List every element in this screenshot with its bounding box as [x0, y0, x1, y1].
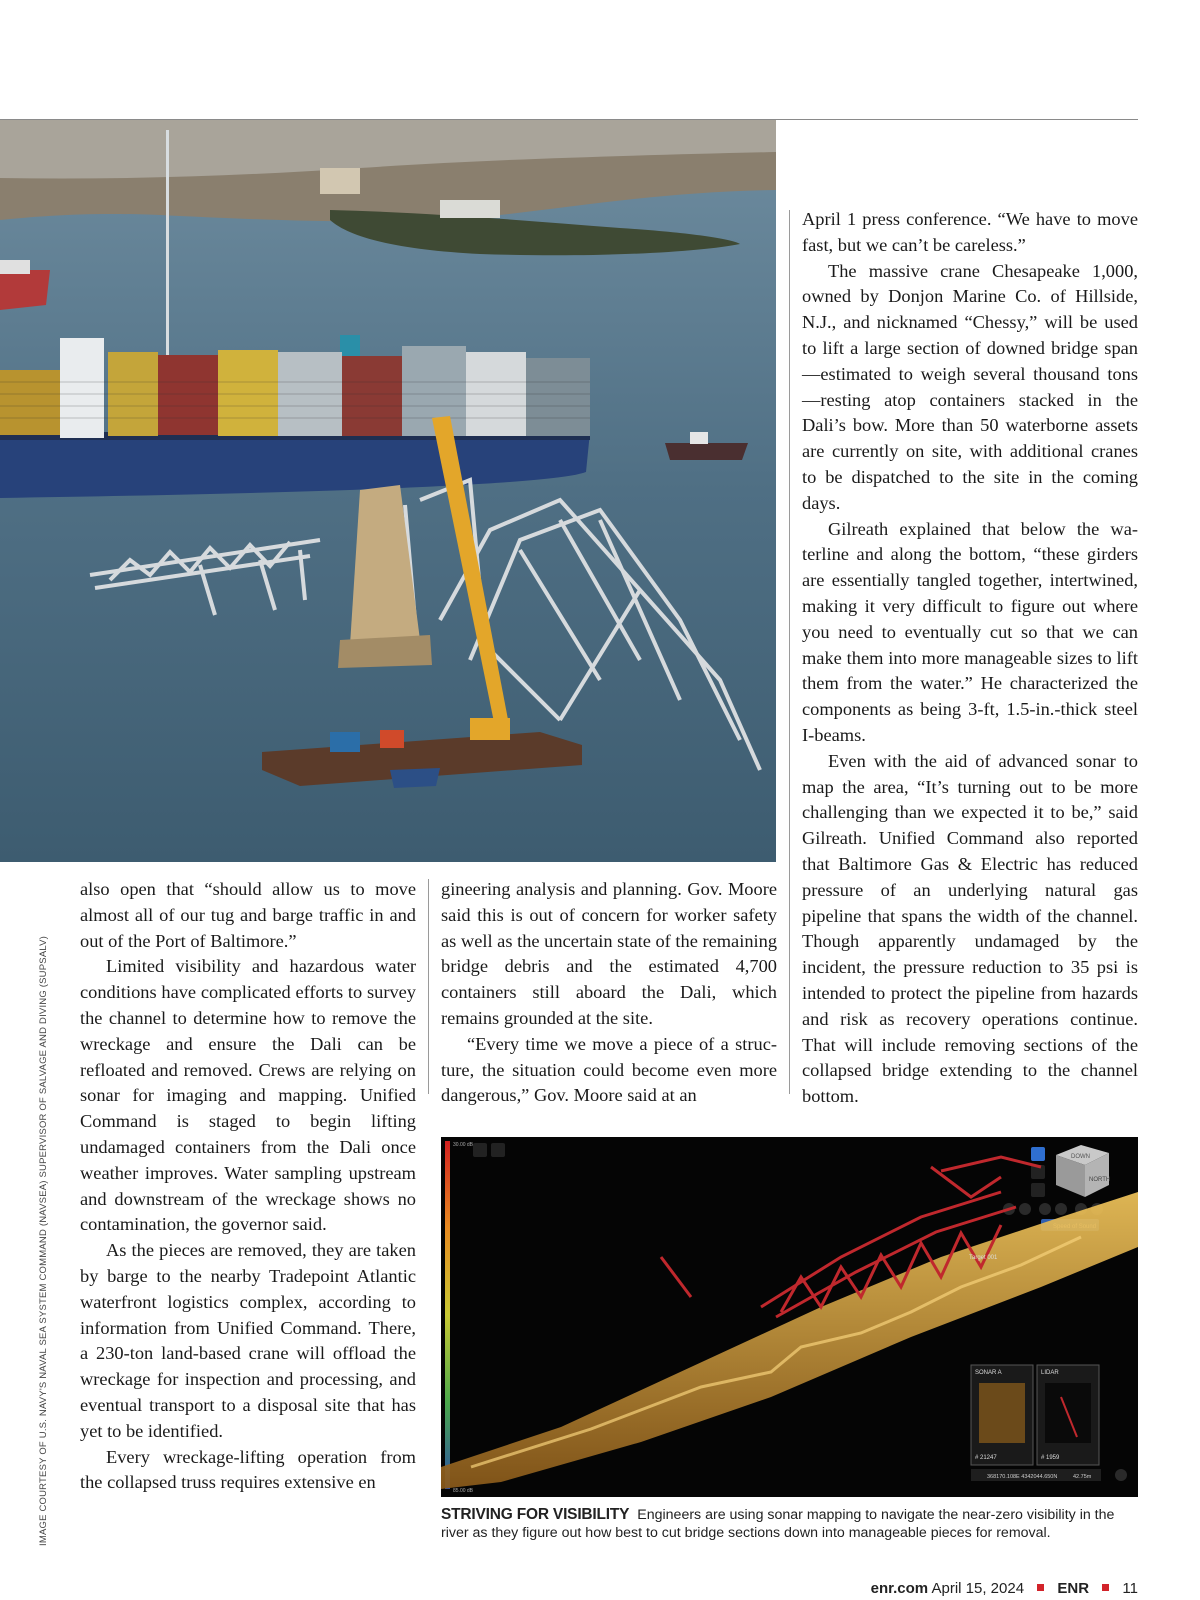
footer-brand: ENR [1057, 1580, 1090, 1597]
sonar-a-title: SONAR A [975, 1370, 1002, 1376]
select-tool-icon[interactable] [1031, 1147, 1045, 1161]
paragraph: also open that “should allow us to move almost all of our tug and barge traffic in and out of the Port of Baltimore.” [80, 879, 416, 951]
sonar-a-panel[interactable] [971, 1365, 1033, 1465]
eye-icon[interactable] [1115, 1469, 1127, 1481]
palette-icon[interactable] [491, 1143, 505, 1157]
sonar-image-caption [441, 1506, 1141, 1542]
lidar-panel[interactable] [1037, 1365, 1099, 1465]
paragraph: gineering analysis and planning. Gov. Moore said this is out of concern for worker safety as well as the uncertain state of the remaining bridge debris and the estimated 4,700 containers still aboard the Dali, which remains grounded at the site. [441, 879, 778, 1028]
paragraph: April 1 press conference. “We have to move fast, but we can’t be careless.” [802, 209, 1138, 255]
cube-view-icon[interactable] [473, 1143, 487, 1157]
sonar-map-image [441, 1137, 1138, 1497]
paragraph: Gilreath explained that below the waterline and along the bottom, “these girders are essentially tangled together, intertwined, making it very difficult to figure out where you need to eventually cut so that we can make them into more manageable sizes to lift them from the water.” He characterized the components as being 3-ft, 1.5-in.-thick steel I-beams. [802, 518, 1138, 745]
article-column-3 [802, 207, 1138, 1110]
scale-top-label: 30.00 dB [453, 1142, 474, 1148]
photo-credit: IMAGE COURTESY OF U.S. NAVY'S NAVAL SEA SYSTEM COMMAND (NAVSEA) SUPERVISOR OF SALVAGE AND DIVING (SUPSALV) [38, 935, 49, 1546]
coordinates-readout: 368170.108E 4342044.650N [987, 1474, 1058, 1480]
paragraph: “Every time we move a piece of a structure, the situation could become even more dangerous,” Gov. Moore said at an [441, 1033, 777, 1106]
view-icon[interactable] [1055, 1203, 1067, 1215]
paragraph: Limited visibility and hazardous water conditions have complicated efforts to survey the channel to determine how to remove the wreckage and ensure the Dali can be refloated and removed. Crews are relying on sonar for imaging and mapping. Unified Command is staged to begin lifting undamaged containers from the Dali once weather improves. Water sampling upstream and downstream of the wreckage shows no contamination, the governor said. [80, 956, 416, 1235]
lidar-count: # 1959 [1041, 1455, 1060, 1461]
caption-headline: STRIVING FOR VISIBILITY [441, 1506, 630, 1523]
caption-text: Engineers are using sonar mapping to navigate the near-zero visibility in the river as they figure out how best to cut bridge sections down into manageable pieces for removal. [441, 1507, 1115, 1541]
sonar-a-count: # 21247 [975, 1455, 997, 1461]
page-number: 11 [1122, 1580, 1138, 1597]
lidar-title: LIDAR [1041, 1370, 1059, 1376]
view-icon[interactable] [1019, 1203, 1031, 1215]
paragraph: The massive crane Chesapeake 1,000, owned by Donjon Marine Co. of Hillside, N.J., and nicknamed “Chessy,” will be used to lift a large section of downed bridge span—estimated to weigh several thousand tons—resting atop containers stacked in the Dali’s bow. More than 50 waterborne assets are currently on site, with additional cranes to be dispatched to the site in the coming days. [802, 260, 1138, 513]
footer-separator [1102, 1584, 1109, 1591]
range-readout: 42.75m [1073, 1474, 1092, 1480]
target-label: Target 001 [969, 1255, 998, 1261]
paragraph: Every wreckage-lifting operation from the collapsed truss requires extensive en [80, 1446, 416, 1493]
cube-top-label: DOWN [1071, 1154, 1090, 1160]
view-icon[interactable] [1039, 1203, 1051, 1215]
footer-date: April 15, 2024 [931, 1580, 1025, 1597]
page-footer [871, 1580, 1138, 1597]
column-divider [428, 879, 429, 1094]
column-divider [789, 210, 790, 1094]
footer-separator [1037, 1584, 1044, 1591]
article-column-1 [80, 877, 416, 1496]
article-column-2 [441, 877, 777, 1109]
paragraph: As the pieces are removed, they are taken by barge to the nearby Tradepoint Atlantic waterfront logistics complex, according to information from Unified Command. There, a 230-ton land-based crane will offload the wreckage for inspection and processing, and eventual transport to a disposal site that has yet to be identified. [80, 1240, 416, 1441]
bridge-collapse-photo [0, 120, 776, 862]
paragraph: Even with the aid of advanced sonar to map the area, “It’s turning out to be more challenging than we expected it to be,” said Gilreath. Unified Command also reported that Baltimore Gas & Electric has reduced pressure of an underlying natural gas pipeline that spans the width of the channel. Though apparently undamaged by the incident, the pressure reduction to 35 psi is intended to protect the pipeline from hazards and risk as recovery operations continue. That will include removing sections of the collapsed bridge extending to the channel bottom. [802, 750, 1138, 1107]
cube-side-label: NORTH [1089, 1177, 1111, 1183]
fullscreen-icon[interactable] [1031, 1183, 1045, 1197]
scale-bottom-label: 85.00 dB [453, 1488, 474, 1494]
footer-site: enr.com [870, 1580, 929, 1597]
